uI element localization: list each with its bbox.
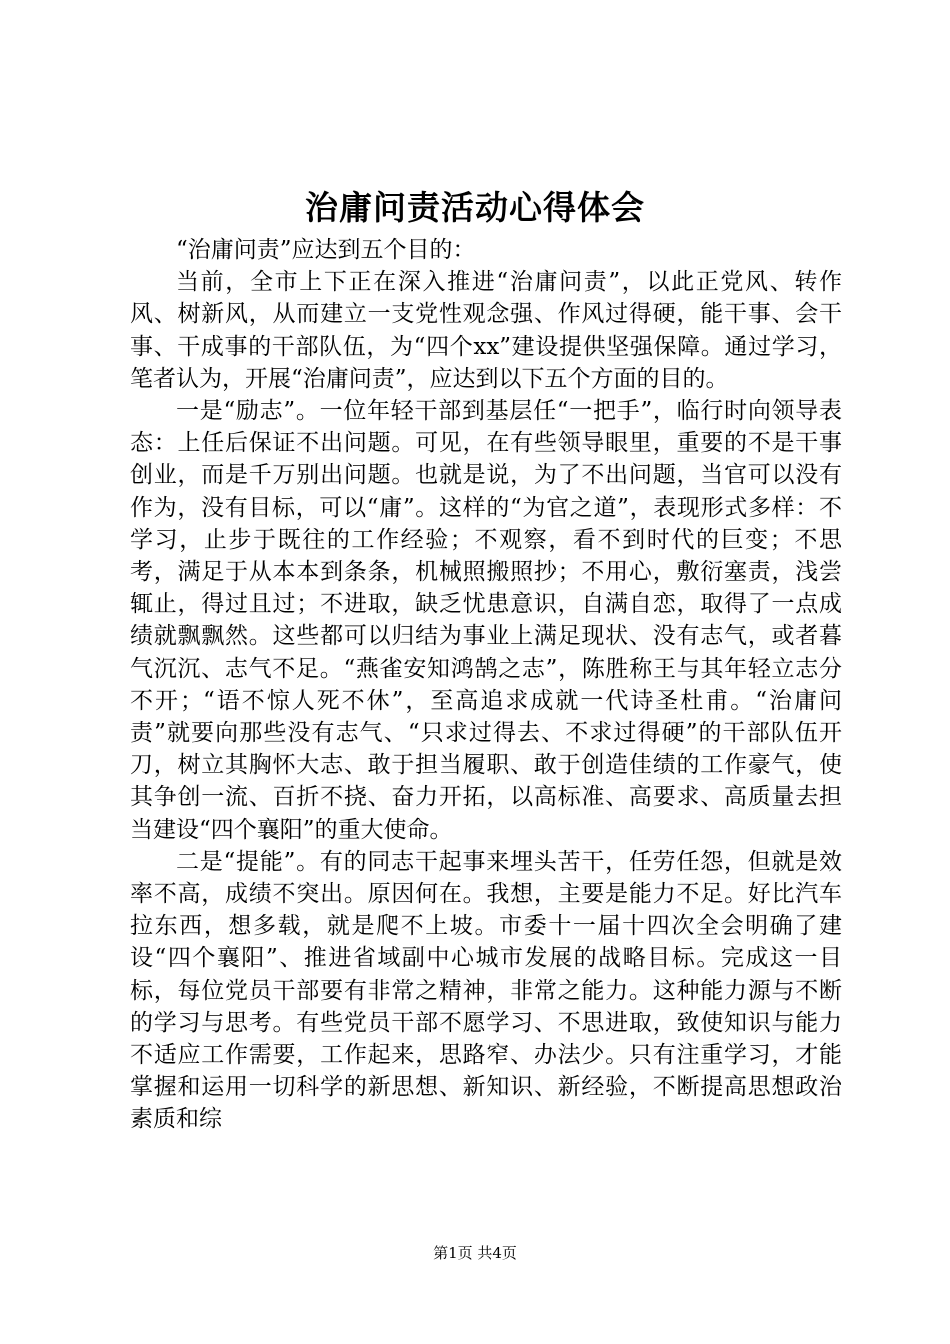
paragraph-intro: “治庸问责”应达到五个目的：: [176, 237, 476, 263]
page-number-footer: 第1页 共4页: [433, 1244, 517, 1262]
paragraph-point-two: 二是“提能”。有的同志干起事来埋头苦干，任劳任怨，但就是效率不高，成绩不突出。原因何在。我想，主要是能力不足。好比汽车拉东西，想多载，就是爬不上坡。市委十一届十四次全会明确了建设“四个襄阳”、推进省域副中心城市发展的战略目标。完成这一目标，每位党员干部要有非常之精神，非常之能力。这种能力源与不断的学习与思考。有些党员干部不愿学习、不思进取，致使知识与能力不适应工作需要，工作起来，思路窄、办法少。只有注重学习，才能掌握和运用一切科学的新思想、新知识、新经验，不断提高思想政治素质和综: [130, 848, 842, 1133]
document-title: 治庸问责活动心得体会: [305, 188, 645, 227]
paragraph-point-one: 一是“励志”。一位年轻干部到基层任“一把手”，临行时向领导表态：上任后保证不出问题。可见，在有些领导眼里，重要的不是干事创业，而是千万别出问题。也就是说，为了不出问题，当官可以没有作为，没有目标，可以“庸”。这样的“为官之道”，表现形式多样：不学习，止步于既往的工作经验；不观察，看不到时代的巨变；不思考，满足于从本本到条条，机械照搬照抄；不用心，敷衍塞责，浅尝辄止，得过且过；不进取，缺乏忧患意识，自满自恋，取得了一点成绩就飘飘然。这些都可以归结为事业上满足现状、没有志气，或者暮气沉沉、志气不足。“燕雀安知鸿鹄之志”，陈胜称王与其年轻立志分不开；“语不惊人死不休”，至高追求成就一代诗圣杜甫。“治庸问责”就要向那些没有志气、“只求过得去、不求过得硬”的干部队伍开刀，树立其胸怀大志、敢于担当履职、敢于创造佳绩的工作豪气，使其争创一流、百折不挠、奋力开拓，以高标准、高要求、高质量去担当建设“四个襄阳”的重大使命。: [130, 398, 842, 843]
paragraph-background: 当前，全市上下正在深入推进“治庸问责”，以此正党风、转作风、树新风，从而建立一支党性观念强、作风过得硬，能干事、会干事、干成事的干部队伍，为“四个xx”建设提供坚强保障。通过学习，笔者认为，开展“治庸问责”，应达到以下五个方面的目的。: [130, 269, 842, 392]
document-body: [130, 234, 842, 1136]
